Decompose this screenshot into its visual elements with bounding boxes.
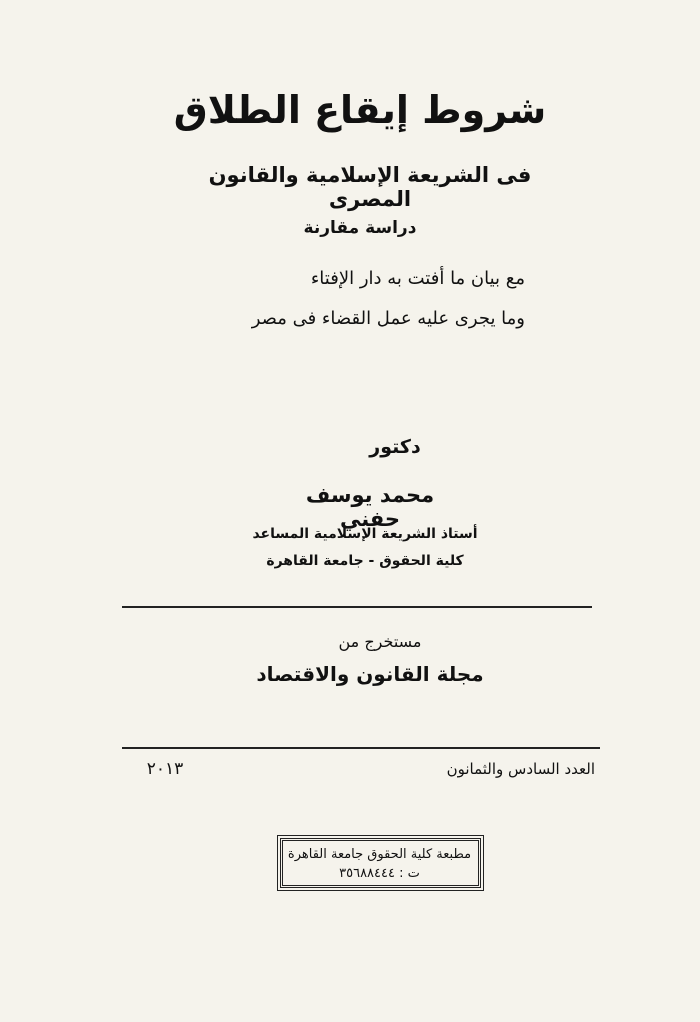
description-line-1: مع بيان ما أفتت به دار الإفتاء [310,268,525,289]
divider-top [122,606,592,608]
issue-year: ٢٠١٣ [146,759,184,779]
book-title: شروط إيقاع الطلاق [173,88,547,132]
press-phone: ت : ٣٥٦٨٨٤٤٤ [339,866,420,881]
book-subtitle: فى الشريعة الإسلامية والقانون المصرى [208,163,532,211]
divider-bottom [122,747,600,749]
press-name: مطبعة كلية الحقوق جامعة القاهرة [287,847,472,862]
press-box [280,838,481,888]
issue-number: العدد السادس والثمانون [446,760,595,778]
author-degree: دكتور [369,436,421,458]
study-type: دراسة مقارنة [303,218,417,238]
extracted-from-label: مستخرج من [338,632,422,651]
author-name: محمد يوسف حفني [305,483,435,531]
journal-name: مجلة القانون والاقتصاد [256,662,484,686]
description-line-2: وما يجرى عليه عمل القضاء فى مصر [251,308,525,329]
author-institution: كلية الحقوق - جامعة القاهرة [266,553,464,569]
author-position: أستاذ الشريعة الإسلامية المساعد [252,526,478,542]
